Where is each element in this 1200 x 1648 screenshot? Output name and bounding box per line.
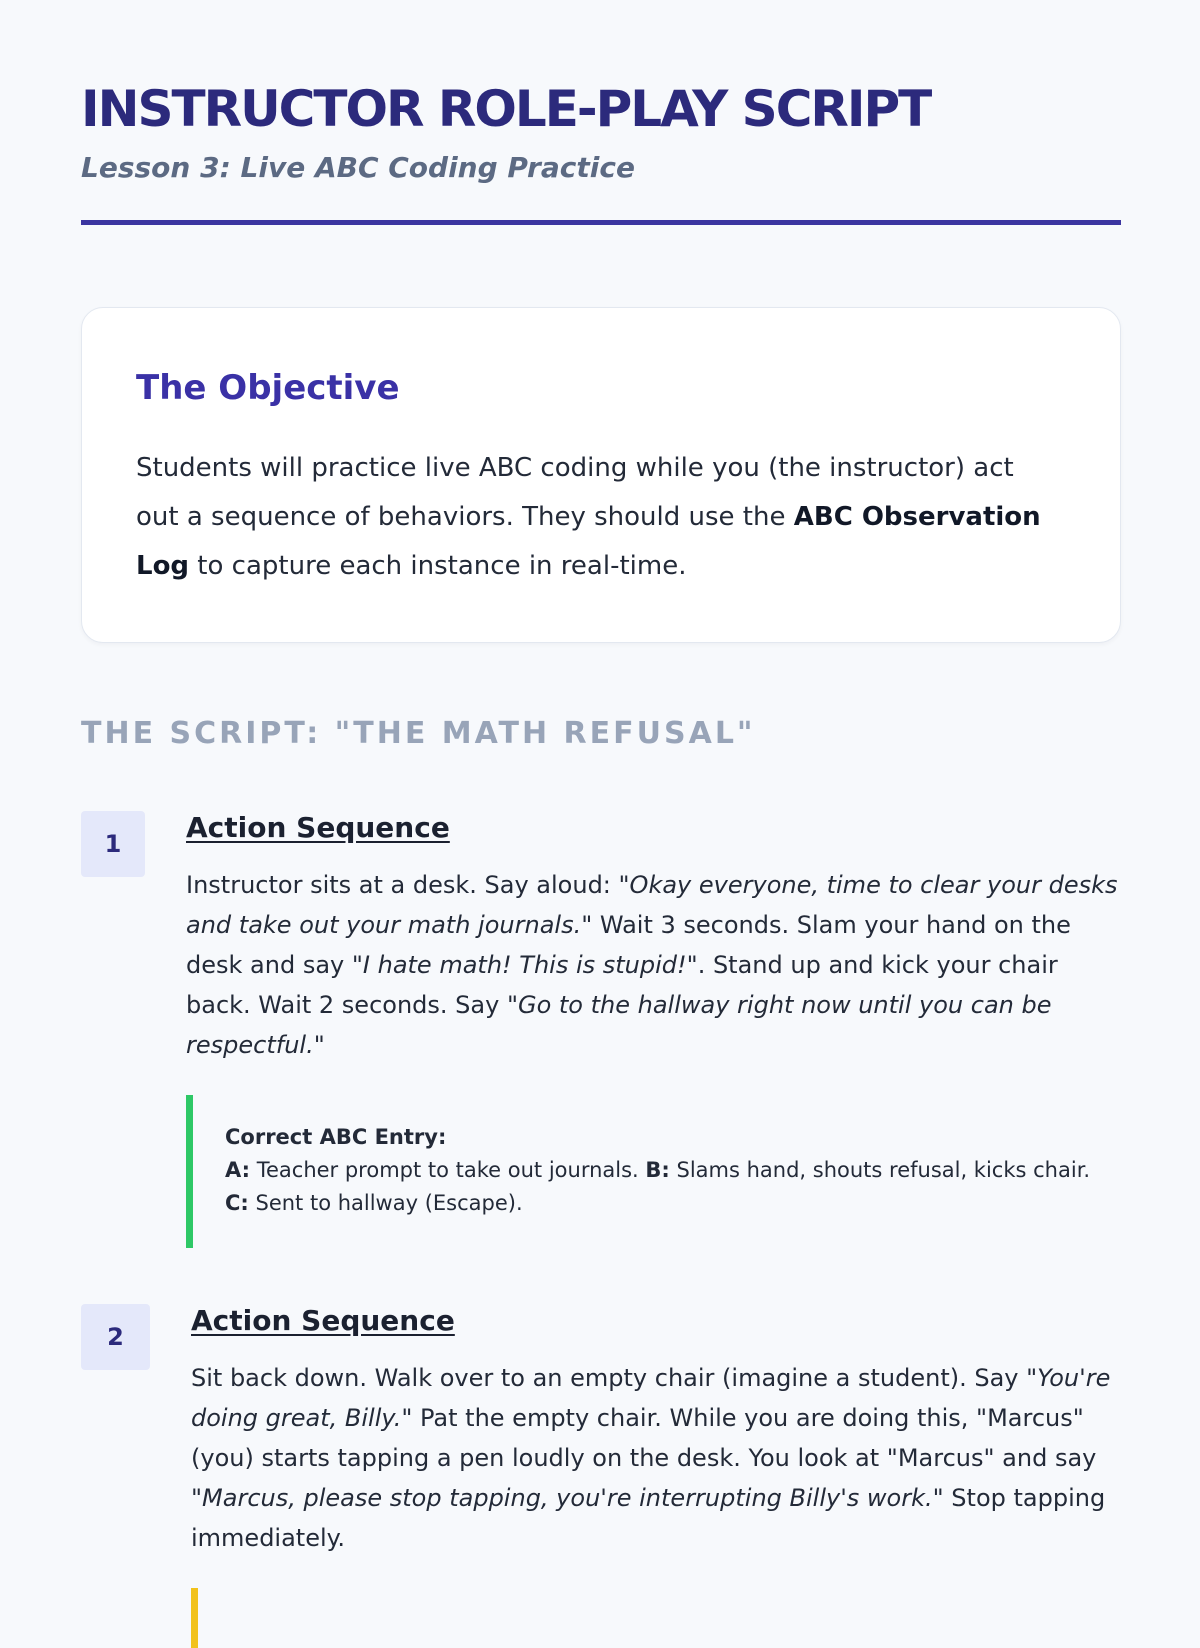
step-quote: "You're doing great, Billy." — [191, 1363, 1111, 1432]
page-title: INSTRUCTOR ROLE-PLAY SCRIPT — [81, 80, 931, 138]
antecedent-label: A: — [225, 1157, 251, 1182]
objective-card — [81, 307, 1121, 643]
objective-text-after: to capture each instance in real-time. — [189, 551, 687, 581]
objective-heading: The Objective — [136, 368, 400, 408]
step-quote: "Go to the hallway right now until you can be respectful." — [186, 990, 1052, 1059]
consequence-text: Sent to hallway (Escape). — [248, 1190, 523, 1215]
objective-text — [136, 444, 1056, 591]
step-label: Action Sequence — [191, 1304, 455, 1337]
antecedent-text: Teacher prompt to take out journals. — [250, 1157, 646, 1182]
step-text-part: Pat the empty chair. While you are doing this, "Marcus" (you) starts tapping a pen loudly on the desk. You look at "Marcus" and say — [191, 1403, 1097, 1472]
step-quote: "I hate math! This is stupid!" — [351, 950, 698, 979]
step-text-part: . Stand up and kick your chair back. Wait 2 seconds. Say — [186, 950, 1058, 1019]
step-text — [191, 1358, 1121, 1558]
step-text — [186, 865, 1121, 1065]
step-quote: "Marcus, please stop tapping, you're interrupting Billy's work." — [191, 1483, 944, 1512]
step-quote: "Okay everyone, time to clear your desks and take out your math journals." — [186, 870, 1118, 939]
step-text-part: Wait 3 seconds. Slam your hand on the desk and say — [186, 910, 1071, 979]
step-text-part: Stop tapping immediately. — [191, 1483, 1106, 1552]
objective-text-before: Students will practice live ABC coding while you (the instructor) act out a sequence of behaviors. They should use the — [136, 453, 1014, 532]
correct-abc-entry — [186, 1095, 1121, 1248]
answer-title: Correct ABC Entry: — [225, 1124, 447, 1149]
step-body — [191, 1304, 1121, 1648]
behavior-label: B: — [645, 1157, 670, 1182]
step-number-badge: 1 — [81, 811, 145, 877]
title-divider — [81, 220, 1121, 225]
step-text-part: Instructor sits at a desk. Say aloud: — [186, 870, 619, 899]
consequence-label: C: — [225, 1190, 249, 1215]
correct-abc-entry — [191, 1588, 1121, 1648]
step-body — [186, 811, 1121, 1248]
behavior-text: Slams hand, shouts refusal, kicks chair. — [669, 1157, 1091, 1182]
step-label: Action Sequence — [186, 811, 450, 844]
page-subtitle: Lesson 3: Live ABC Coding Practice — [81, 151, 635, 184]
step-text-part: Sit back down. Walk over to an empty chair (imagine a student). Say — [191, 1363, 1027, 1392]
objective-text-bold: ABC Observation Log — [136, 502, 1041, 581]
script-heading: THE SCRIPT: "THE MATH REFUSAL" — [81, 716, 756, 751]
step-number-badge: 2 — [81, 1304, 150, 1370]
